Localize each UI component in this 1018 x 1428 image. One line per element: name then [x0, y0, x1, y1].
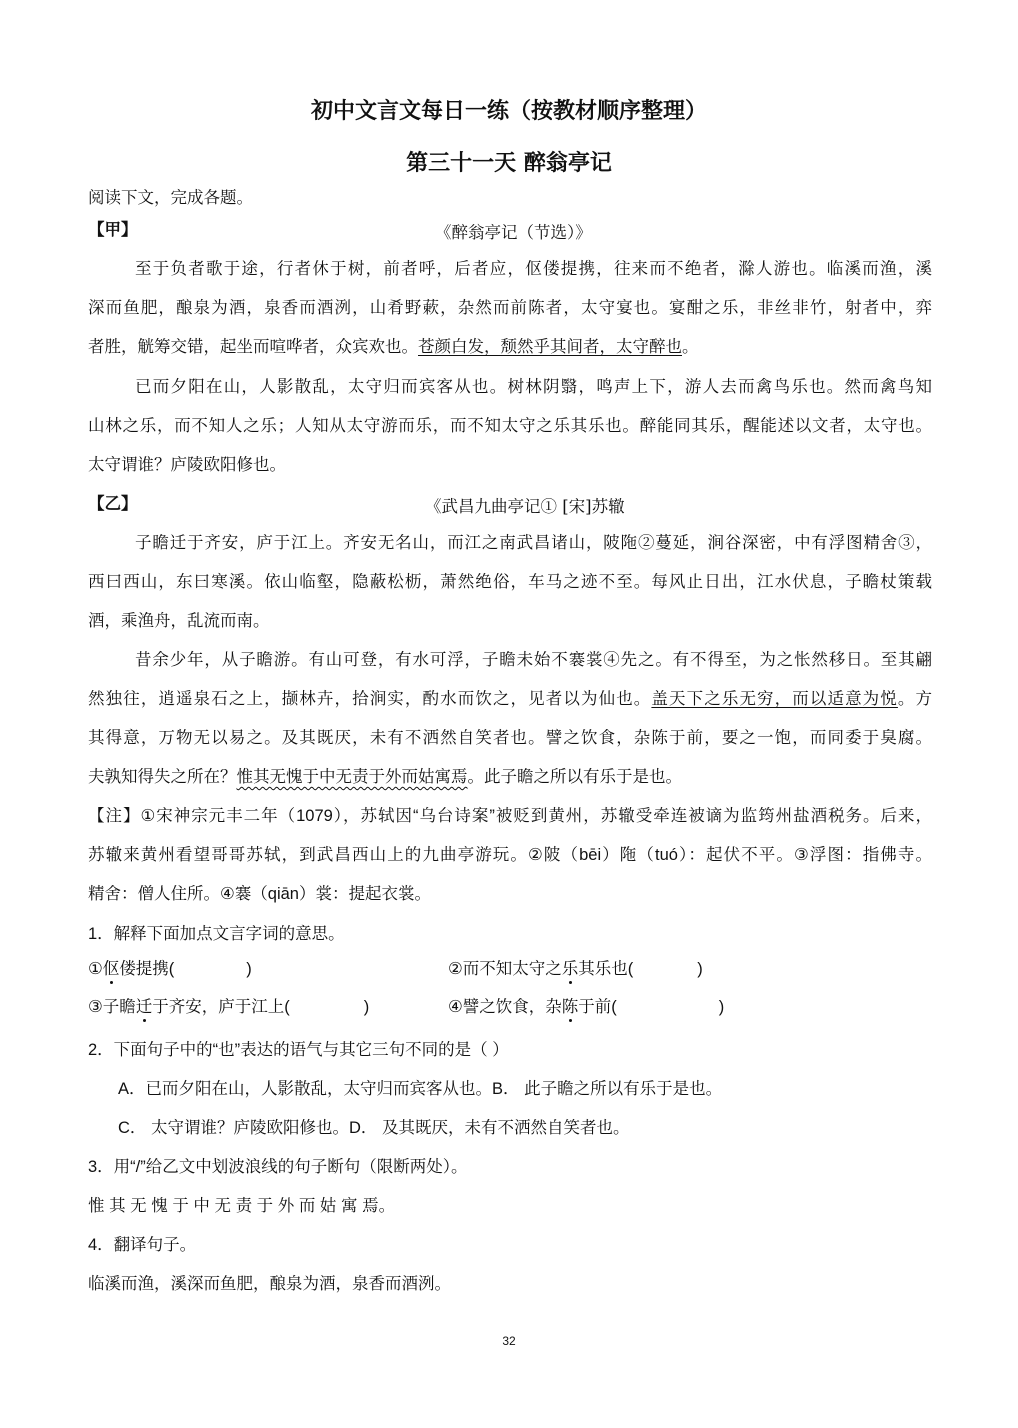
question-2-options-cd: C． 太守谓谁？庐陵欧阳修也。D． 及其既厌，未有不洒然自笑者也。: [118, 1119, 630, 1137]
question-4-sentence: 临溪而渔，溪深而鱼肥，酿泉为酒，泉香而酒洌。: [88, 1275, 451, 1293]
q1-item-text: 其乐也(: [578, 960, 634, 978]
yi-p2-text: 然独往，逍遥泉石之上，撷林卉，拾涧实，酌水而饮之，见者以为仙也。: [88, 689, 652, 708]
yi-p2-last-line: [88, 766, 682, 788]
question-1-item: [88, 996, 369, 1018]
notes-line: 精舍：僧人住所。④褰（qiān）裳：提起衣裳。: [88, 885, 431, 903]
question-1-item: [448, 958, 703, 980]
passage-yi-label: 【乙】: [88, 495, 138, 513]
q1-item-text: 偻提携(: [119, 960, 175, 978]
q1-item-text: 于齐安，庐于江上(: [152, 998, 290, 1016]
notes-line: 【注】①宋神宗元丰二年（1079），苏轼因“乌台诗案”被贬到黄州，苏辙受牵连被谪为监筠州盐酒税务。后来，: [88, 807, 932, 825]
page-title: 初中文言文每日一练（按教材顺序整理）: [310, 99, 707, 124]
yi-p2-text: 夫孰知得失之所在？: [88, 767, 237, 786]
page-subtitle: 第三十一天 醉翁亭记: [406, 151, 612, 176]
q1-item-close: ): [363, 998, 370, 1016]
question-3-stem: 3．用“/”给乙文中划波浪线的句子断句（限断两处）。: [88, 1158, 468, 1176]
jia-p1-line: 至于负者歌于途，行者休于树，前者呼，后者应，伛偻提携，往来而不绝者，滁人游也。临溪而渔，溪: [135, 259, 932, 278]
q1-item-text: ③子瞻: [88, 998, 136, 1016]
q1-item-text: ④譬之饮食，杂: [448, 998, 562, 1016]
yi-p2-text-end: 。方: [897, 689, 933, 708]
yi-p2-line: 昔余少年，从子瞻游。有山可登，有水可浮，子瞻未始不褰裳④先之。有不得至，为之怅然移日。至其翩: [135, 650, 932, 669]
jia-p1-text-end: 。: [682, 337, 699, 356]
jia-p2-line: 山林之乐，而不知人之乐；人知从太守游而乐，而不知太守之乐其乐也。醉能同其乐，醒能述以文者，太守也。: [88, 416, 932, 435]
jia-p2-line: 太守谓谁？庐陵欧阳修也。: [88, 455, 286, 474]
yi-wavy-sentence: 惟其无愧于中无责于外而姑寓焉: [236, 767, 468, 786]
question-3-sentence: 惟 其 无 愧 于 中 无 责 于 外 而 姑 寓 焉。: [88, 1197, 396, 1215]
passage-yi-title: 《武昌九曲亭记① [宋]苏辙: [425, 497, 625, 516]
yi-p2-line: 其得意，万物无以易之。及其既厌，未有不洒然自笑者也。譬之饮食，杂陈于前，要之一饱，而同委于臭腐。: [88, 728, 932, 747]
dotted-character: 伛: [102, 960, 120, 978]
q1-item-close: ): [718, 998, 725, 1016]
yi-p1-line: 西曰西山，东曰寒溪。依山临壑，隐蔽松枥，萧然绝俗，车马之迹不至。每风止日出，江水伏息，子瞻杖策载: [88, 572, 932, 591]
q1-item-close: ): [246, 960, 252, 978]
q1-item-close: ): [697, 960, 703, 978]
question-4-stem: 4．翻译句子。: [88, 1236, 197, 1254]
jia-p1-last-line: [88, 336, 699, 358]
question-2-options-ab: A．已而夕阳在山，人影散乱，太守归而宾客从也。B． 此子瞻之所以有乐于是也。: [118, 1080, 723, 1098]
question-1-stem: 1．解释下面加点文言字词的意思。: [88, 925, 345, 943]
yi-p2-text-end: 。此子瞻之所以有乐于是也。: [467, 767, 682, 786]
jia-p1-text: 者胜，觥筹交错，起坐而喧哗者，众宾欢也。: [88, 337, 418, 356]
question-1-item: [88, 958, 252, 980]
page-number: 32: [502, 1334, 516, 1348]
dotted-character: 乐: [561, 960, 579, 978]
q1-item-text: ②而不知太守之: [448, 960, 562, 978]
yi-p2-line: [88, 688, 932, 710]
notes-line: 苏辙来黄州看望哥哥苏轼，到武昌西山上的九曲亭游玩。②陂（bēi）陁（tuó）：起伏不平。③浮图：指佛寺。: [88, 846, 932, 864]
jia-p1-line: 深而鱼肥，酿泉为酒，泉香而酒洌，山肴野蔌，杂然而前陈者，太守宴也。宴酣之乐，非丝非竹，射者中，弈: [88, 298, 932, 317]
q1-item-text: ①: [88, 960, 103, 978]
yi-underlined-sentence: 盖天下之乐无穷，而以适意为悦: [651, 689, 898, 708]
q1-item-text: 于前(: [578, 998, 617, 1016]
passage-jia-title: 《醉翁亭记（节选）》: [435, 223, 592, 242]
passage-jia-label: 【甲】: [88, 221, 138, 239]
instruction: 阅读下文，完成各题。: [88, 188, 253, 207]
dotted-character: 陈: [561, 998, 579, 1016]
dotted-character: 迁: [135, 998, 153, 1016]
question-2-stem: 2．下面句子中的“也”表达的语气与其它三句不同的是（ ）: [88, 1041, 509, 1059]
jia-underlined-sentence: 苍颜白发，颓然乎其间者，太守醉也: [418, 337, 682, 356]
jia-p2-line: 已而夕阳在山，人影散乱，太守归而宾客从也。树林阴翳，鸣声上下，游人去而禽鸟乐也。然而禽鸟知: [135, 377, 932, 396]
question-1-item: [448, 996, 724, 1018]
yi-p1-line: 酒，乘渔舟，乱流而南。: [88, 611, 270, 630]
yi-p1-line: 子瞻迁于齐安，庐于江上。齐安无名山，而江之南武昌诸山，陂陁②蔓延，涧谷深密，中有浮图精舍③，: [135, 533, 932, 552]
